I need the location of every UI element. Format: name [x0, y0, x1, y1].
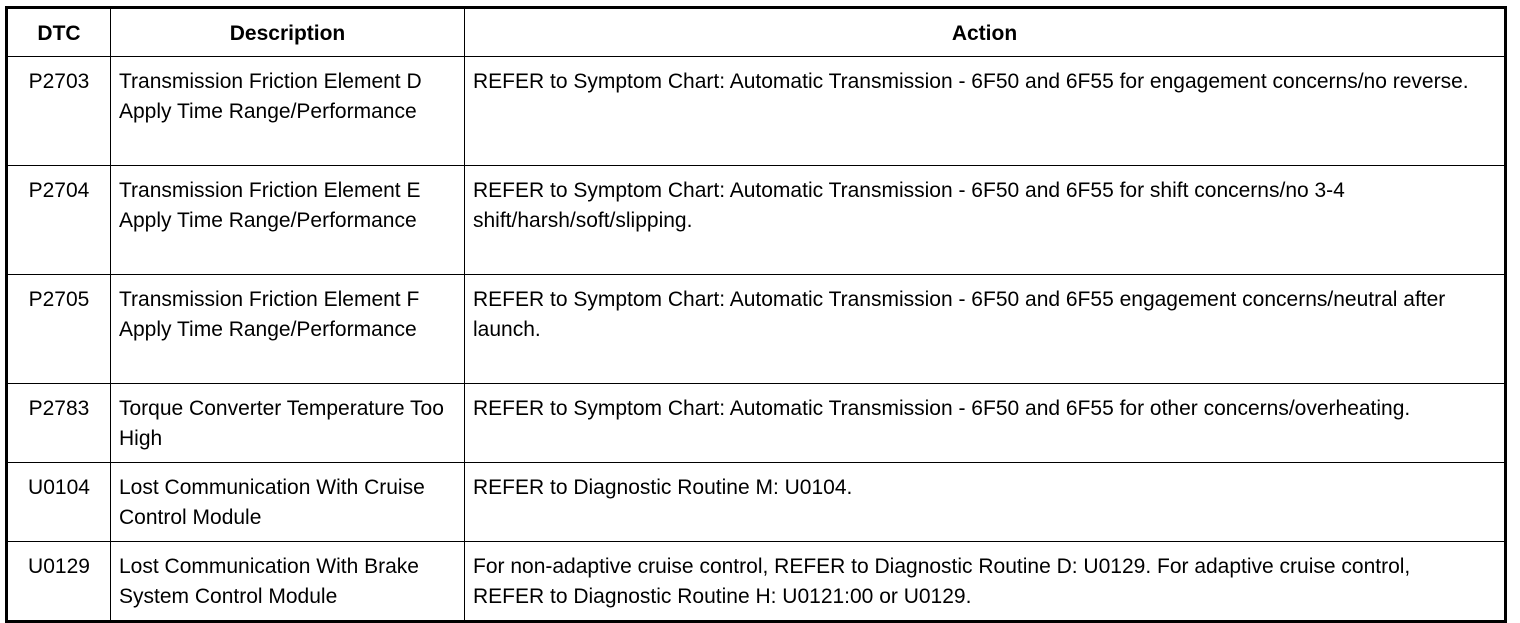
- dtc-description: Transmission Friction Element E Apply Time Range/Performance: [111, 166, 465, 275]
- header-dtc: DTC: [7, 8, 111, 57]
- dtc-action: REFER to Symptom Chart: Automatic Transmission - 6F50 and 6F55 engagement concerns/neutral after launch.: [465, 275, 1506, 384]
- table-row: [7, 166, 1506, 275]
- dtc-code: P2705: [7, 275, 111, 384]
- header-action: Action: [465, 8, 1506, 57]
- dtc-description: Transmission Friction Element D Apply Time Range/Performance: [111, 57, 465, 166]
- table-row: [7, 542, 1506, 622]
- dtc-code: P2703: [7, 57, 111, 166]
- dtc-table: [5, 6, 1507, 623]
- table-row: [7, 384, 1506, 463]
- dtc-action: REFER to Symptom Chart: Automatic Transmission - 6F50 and 6F55 for engagement concerns/no reverse.: [465, 57, 1506, 166]
- dtc-code: U0129: [7, 542, 111, 622]
- table-row: [7, 57, 1506, 166]
- dtc-description: Transmission Friction Element F Apply Time Range/Performance: [111, 275, 465, 384]
- dtc-code: P2704: [7, 166, 111, 275]
- dtc-description: Torque Converter Temperature Too High: [111, 384, 465, 463]
- dtc-description: Lost Communication With Brake System Control Module: [111, 542, 465, 622]
- table-row: [7, 463, 1506, 542]
- dtc-action: For non-adaptive cruise control, REFER to Diagnostic Routine D: U0129. For adaptive cruise control, REFER to Diagnostic Routine H: U0121:00 or U0129.: [465, 542, 1506, 622]
- dtc-action: REFER to Symptom Chart: Automatic Transmission - 6F50 and 6F55 for other concerns/overheating.: [465, 384, 1506, 463]
- dtc-action: REFER to Symptom Chart: Automatic Transmission - 6F50 and 6F55 for shift concerns/no 3-4 shift/harsh/soft/slipping.: [465, 166, 1506, 275]
- table-row: [7, 275, 1506, 384]
- dtc-code: U0104: [7, 463, 111, 542]
- table-header-row: [7, 8, 1506, 57]
- dtc-description: Lost Communication With Cruise Control Module: [111, 463, 465, 542]
- header-description: Description: [111, 8, 465, 57]
- dtc-action: REFER to Diagnostic Routine M: U0104.: [465, 463, 1506, 542]
- dtc-code: P2783: [7, 384, 111, 463]
